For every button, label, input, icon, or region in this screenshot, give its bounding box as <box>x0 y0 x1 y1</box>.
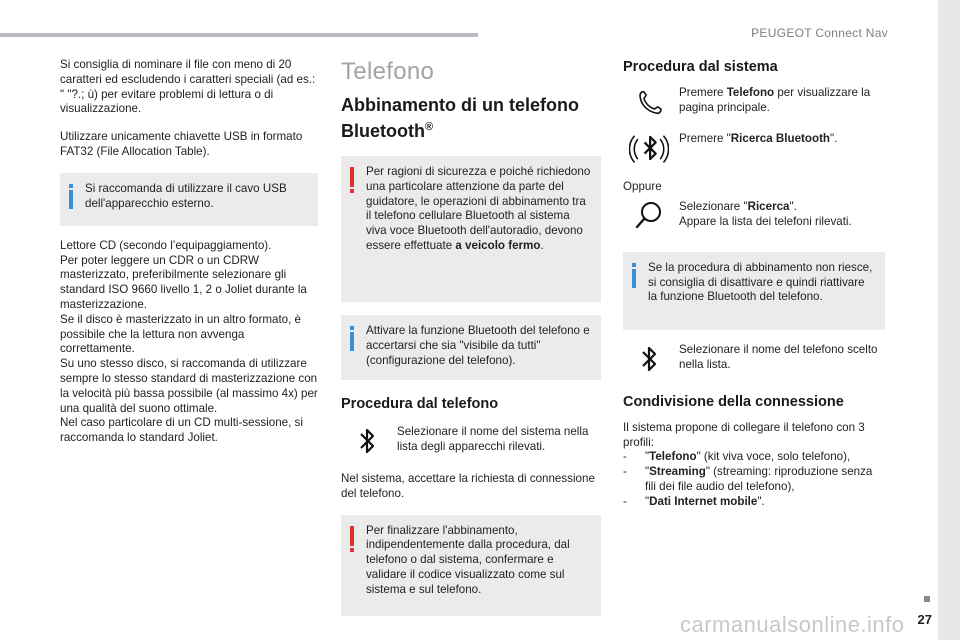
step-select-ricerca <box>623 200 885 244</box>
column-3 <box>623 58 885 510</box>
profiles-list <box>623 450 885 509</box>
step-text: Selezionare il nome del telefono scelto nella lista. <box>679 342 878 371</box>
step-text: Selezionare il nome del sistema nella lista degli apparecchi rilevati. <box>397 425 589 453</box>
step-text-pre: Premere " <box>679 132 731 145</box>
step-text-pre: Premere <box>679 86 727 99</box>
info-mark-icon <box>68 184 74 209</box>
info-box-text: Si raccomanda di utilizzare il cavo USB dell'apparecchio esterno. <box>85 181 287 210</box>
info-box-usb-cable <box>60 173 318 226</box>
registered-mark: ® <box>424 121 434 133</box>
paragraph-accept: Nel sistema, accettare la richiesta di connessione del telefono. <box>341 472 595 500</box>
warning-bold: a veicolo fermo <box>455 238 541 252</box>
magnifier-icon <box>631 198 667 234</box>
warning-text: Per ragioni di sicurezza e poiché richiedono una particolare attenzione da parte del guidatore, le operazioni di abbinamento tra il telefono cellulare Bluetooth al sistema viva voce Bluetooth dell'autoradio, devono essere effettuate <box>366 165 591 252</box>
info-box-text: Attivare la funzione Bluetooth del telefono e accertarsi che sia "visibile da tutti" (configurazione del telefono). <box>366 324 590 367</box>
info-box-retry <box>623 252 885 330</box>
exclamation-mark-icon <box>349 167 355 193</box>
list-item: - "Dati Internet mobile". <box>623 495 885 510</box>
exclamation-mark-icon <box>349 526 355 552</box>
info-mark-icon <box>349 326 355 351</box>
info-box-text: Se la procedura di abbinamento non riesce, si consiglia di disattivare e quindi riattivare la funzione Bluetooth del telefono. <box>648 260 873 304</box>
step-select-phone <box>623 343 885 377</box>
section-title: Telefono <box>341 58 435 85</box>
warning-end: . <box>540 238 544 252</box>
step-bold: Telefono <box>726 86 775 99</box>
column-1 <box>60 58 318 446</box>
profile-desc: " (kit viva voce, solo telefono), <box>696 450 851 464</box>
warning-box-finalize <box>341 515 601 616</box>
page-number: 27 <box>917 612 932 627</box>
step-text-line2: Appare la lista dei telefoni rilevati. <box>679 214 852 228</box>
profile-name: Telefono <box>649 450 697 464</box>
info-mark-icon <box>631 263 637 288</box>
paragraph-filename: Si consiglia di nominare il file con meno di 20 caratteri ed escludendo i caratteri speciali (ad es.: " "?.; ù) per evitare problemi di lettura o di visualizzazione. <box>60 58 316 116</box>
profile-name: Dati Internet mobile <box>649 494 758 508</box>
watermark: carmanualsonline.info <box>680 612 905 637</box>
step-text-pre: Selezionare " <box>679 199 748 213</box>
column-2 <box>341 58 601 616</box>
page-edge-strip <box>938 0 960 640</box>
bluetooth-search-icon <box>629 128 669 168</box>
heading-text: Abbinamento di un telefono Bluetooth <box>341 95 579 141</box>
phone-handset-icon <box>631 84 667 120</box>
list-item: - "Telefono" (kit viva voce, solo telefono), <box>623 450 885 465</box>
step-text-post: ". <box>830 132 838 145</box>
step-press-telefono <box>623 86 885 120</box>
bluetooth-icon <box>631 341 667 377</box>
step-bold: Ricerca <box>747 199 790 213</box>
step-press-bluetooth-search <box>623 132 885 166</box>
page-marker <box>924 596 930 602</box>
step-bold: Ricerca Bluetooth <box>730 132 831 145</box>
heading-bluetooth-pairing <box>341 94 601 142</box>
step-select-system <box>341 425 601 459</box>
paragraph-profiles: Il sistema propone di collegare il telefono con 3 profili: <box>623 420 865 449</box>
profile-desc: ". <box>757 494 765 508</box>
profile-name: Streaming <box>649 465 706 479</box>
oppure-label: Oppure <box>623 180 662 193</box>
paragraph-cd-player: Lettore CD (secondo l’equipaggiamento). Per poter leggere un CDR o un CDRW masterizzato, preferibilmente selezionare gli standard ISO 9660 livello 1, 2 o Joliet durante la masterizzazione. Se il disco è masterizzato in un altro formato, è possibile che la lettura non avvenga correttamente. Su uno stesso disco, si raccomanda di utilizzare sempre lo stesso standard di masterizzazione con la velocità più bassa possibile (al massimo 4x) per una qualità del suono ottimale. Nel caso particolare di un CD multi-sessione, si raccomanda lo standard Joliet. <box>60 238 318 445</box>
step-text-post: ". <box>789 199 797 213</box>
bluetooth-icon <box>349 423 385 459</box>
header-title: PEUGEOT Connect Nav <box>751 26 888 40</box>
step-text-post: per visualizzare la pagina principale. <box>679 86 871 114</box>
header-rule <box>0 33 478 37</box>
list-item: - "Streaming" (streaming: riproduzione senza fili dei file audio del telefono), <box>623 465 885 495</box>
heading-procedure-phone: Procedura dal telefono <box>341 396 499 412</box>
heading-procedure-system: Procedura dal sistema <box>623 59 778 75</box>
paragraph-usb-format: Utilizzare unicamente chiavette USB in formato FAT32 (File Allocation Table). <box>60 130 303 158</box>
warning-box-safety <box>341 156 601 302</box>
warning-text: Per finalizzare l'abbinamento, indipendentemente dalla procedura, dal telefono o dal sistema, confermare e validare il codice visualizzato come sul sistema e sul telefono. <box>366 523 570 596</box>
profile-desc: " (streaming: riproduzione senza fili dei file audio del telefono), <box>645 465 873 493</box>
info-box-activate-bluetooth <box>341 315 601 380</box>
heading-connection-sharing: Condivisione della connessione <box>623 393 844 410</box>
